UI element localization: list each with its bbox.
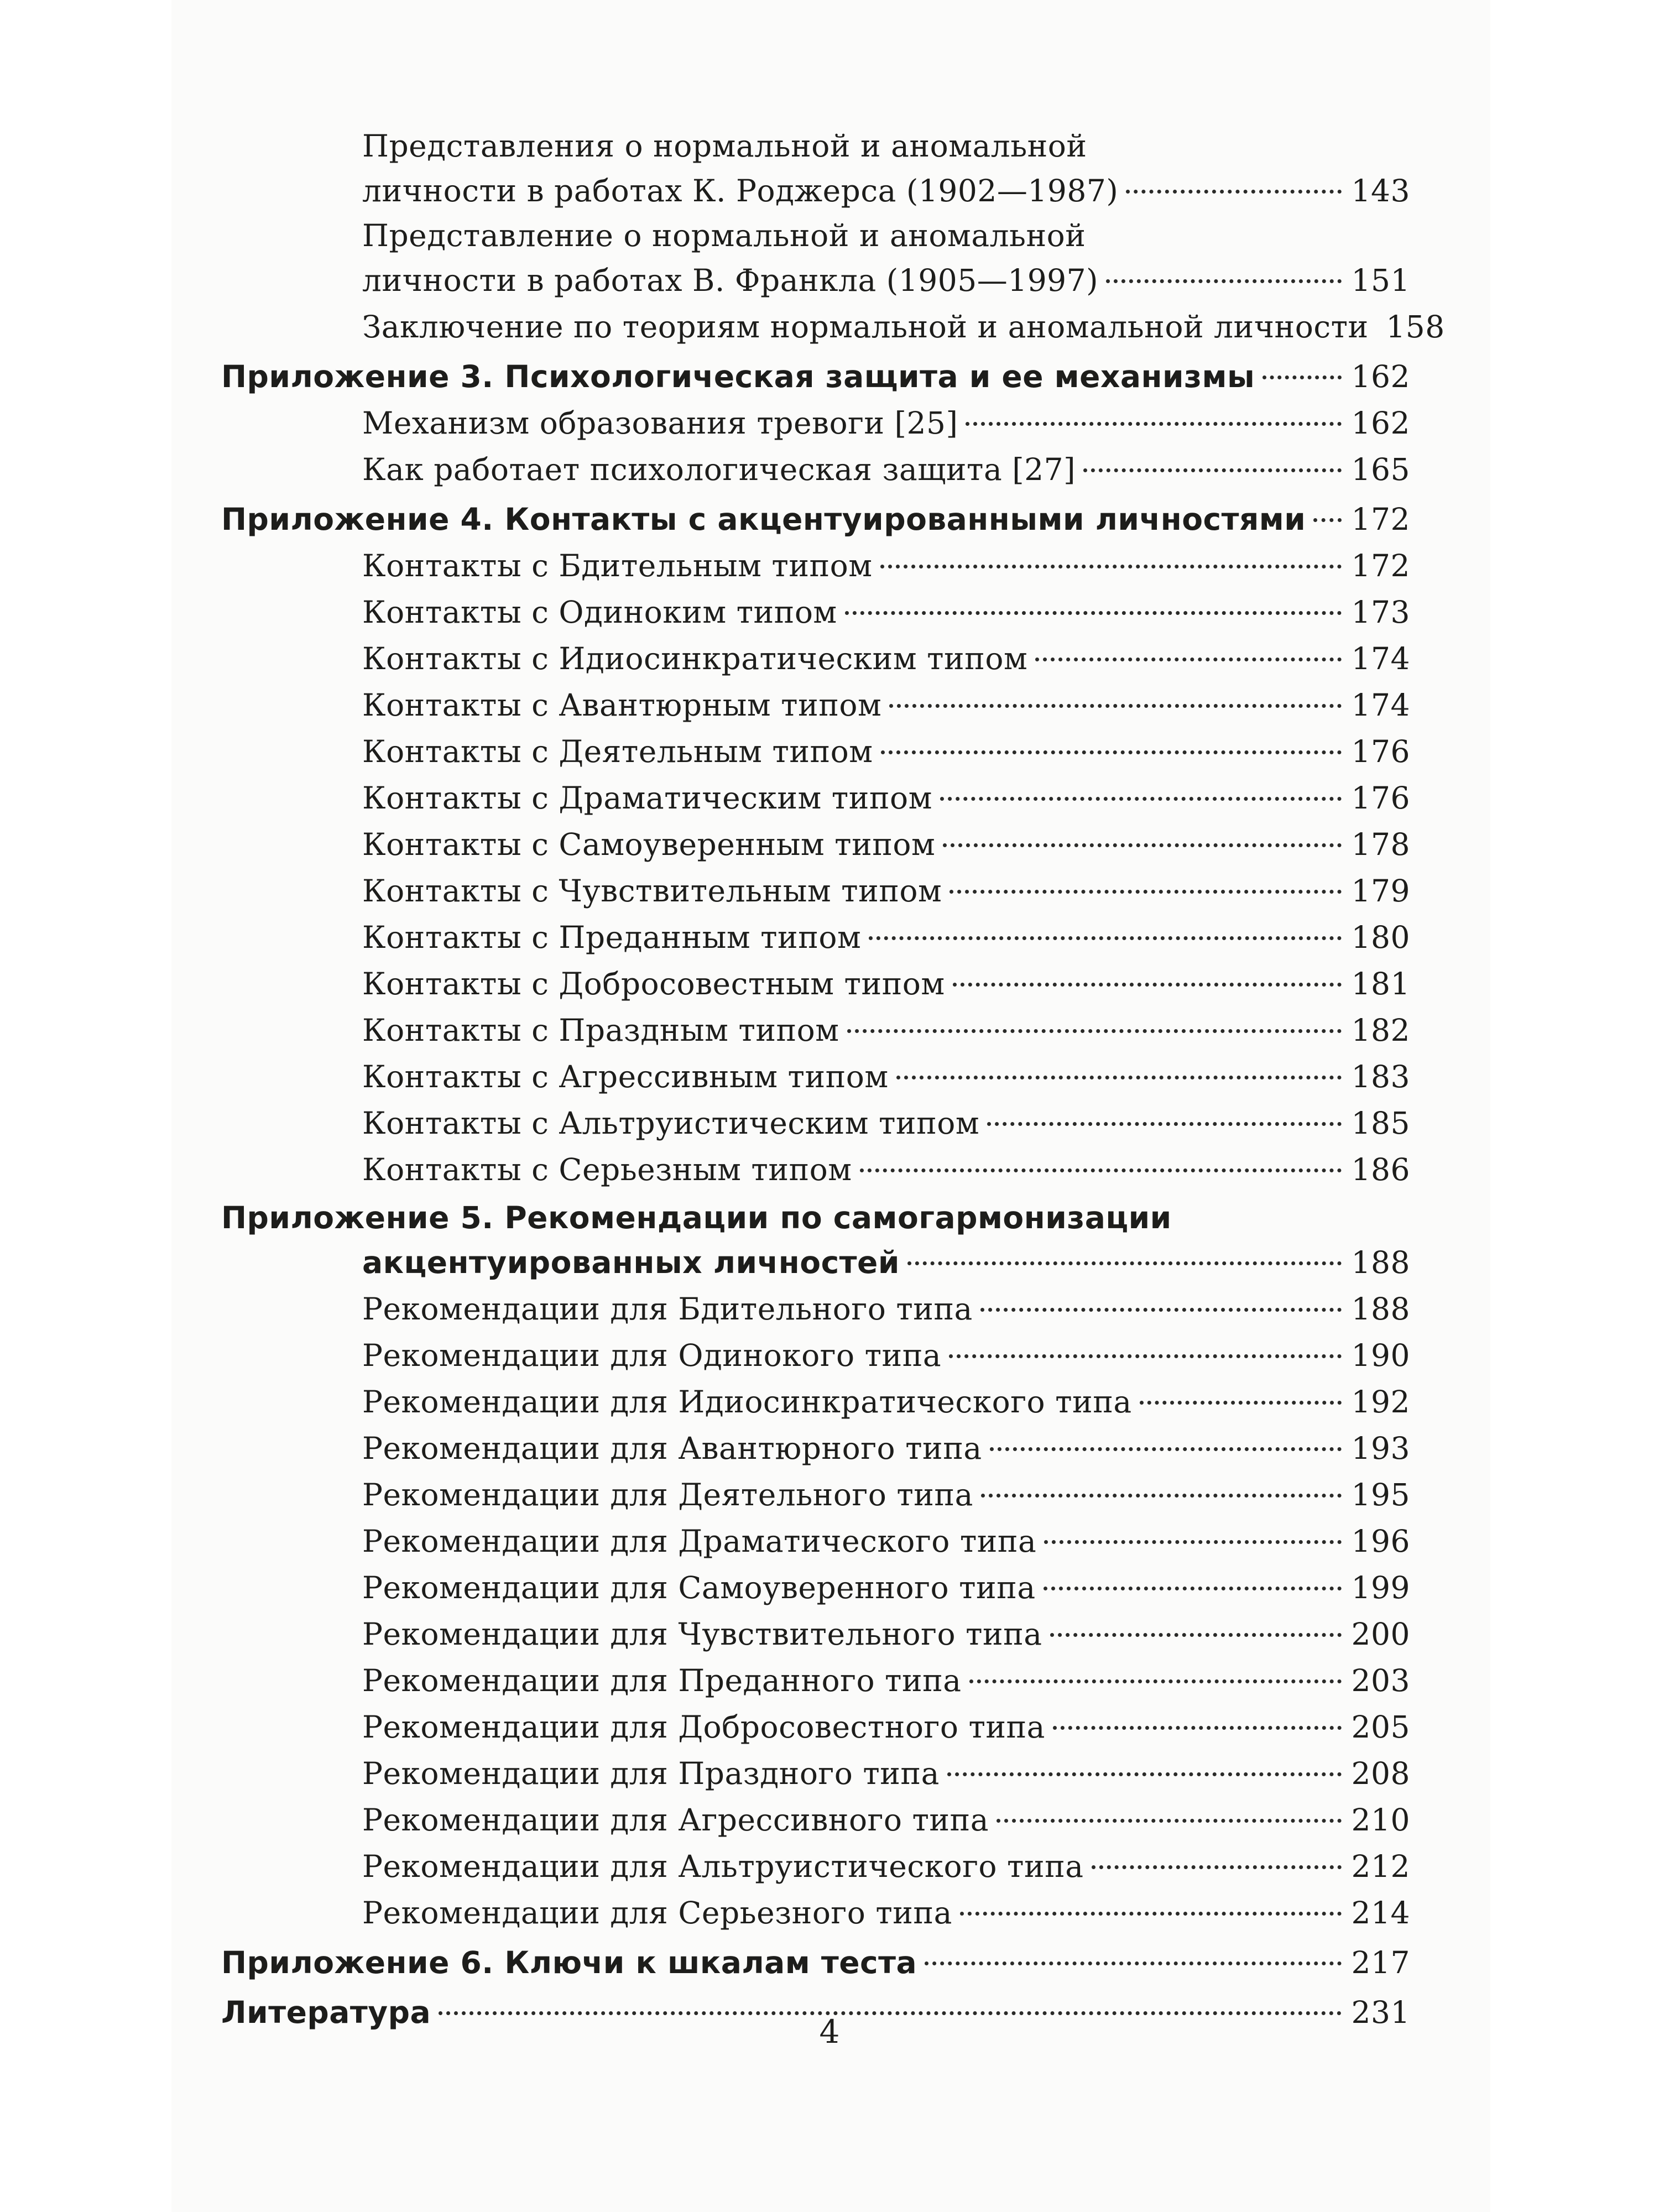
dot-leader [881,750,1342,754]
toc-entry[interactable] [221,1332,1410,1379]
dot-leader [1053,1726,1342,1730]
dot-leader [966,422,1342,426]
toc-entry-page-number: 181 [1351,966,1410,1001]
toc-entry-page-number: 182 [1351,1013,1410,1048]
toc-entry-page-number: 165 [1351,452,1410,487]
dot-leader [1140,1401,1342,1405]
toc-entry-title: Контакты с Деятельным типом [362,734,873,769]
toc-entry-page-number: 196 [1351,1524,1410,1559]
dot-leader [981,1494,1342,1498]
toc-entry[interactable] [221,1472,1410,1518]
toc-entry-title: Рекомендации для Серьезного типа [362,1895,952,1931]
toc-entry[interactable] [221,1425,1410,1472]
toc-entry-page-number: 179 [1351,873,1410,909]
dot-leader [1044,1540,1342,1544]
toc-entry-page-number: 151 [1351,263,1410,298]
dot-leader [1313,518,1342,522]
toc-entry[interactable] [221,1379,1410,1425]
toc-entry-page-number: 214 [1351,1895,1410,1931]
toc-entry[interactable] [221,1146,1410,1193]
toc-entry[interactable] [221,1797,1410,1843]
dot-leader [847,1029,1342,1033]
toc-entry-page-number: 188 [1351,1245,1410,1280]
toc-entry-title: Приложение 3. Психологическая защита и ее механизмы [221,359,1255,394]
toc-entry-title: Контакты с Чувствительным типом [362,873,942,909]
toc-entry-title: Контакты с Агрессивным типом [362,1059,889,1094]
page-number: 4 [819,2013,840,2051]
dot-leader [950,890,1342,894]
toc-entry-title: Контакты с Добросовестным типом [362,966,945,1001]
dot-leader [1106,279,1342,283]
toc-entry-title: Рекомендации для Агрессивного типа [362,1802,989,1838]
toc-entry-page-number: 205 [1351,1709,1410,1745]
toc-entry[interactable] [221,682,1410,728]
toc-entry[interactable] [221,1704,1410,1750]
dot-leader [1083,468,1342,472]
toc-entry-title: Рекомендации для Бдительного типа [362,1291,973,1327]
toc-entry-page-number: 172 [1351,502,1410,537]
toc-entry-title: Рекомендации для Самоуверенного типа [362,1570,1036,1605]
toc-entry-page-number: 143 [1351,173,1410,208]
toc-entry-title: Контакты с Серьезным типом [362,1152,852,1187]
toc-entry-page-number: 193 [1351,1431,1410,1466]
toc-entry[interactable] [221,1611,1410,1657]
toc-entry-title: Контакты с Преданным типом [362,920,862,955]
dot-leader [860,1168,1342,1172]
toc-entry[interactable] [221,400,1410,446]
dot-leader [1050,1633,1342,1637]
toc-entry-page-number: 180 [1351,920,1410,955]
toc-entry[interactable] [221,728,1410,775]
toc-entry-page-number: 176 [1351,734,1410,769]
dot-leader [869,936,1342,940]
toc-entry-title: Рекомендации для Идиосинкратического типа [362,1384,1132,1420]
toc-entry-page-number: 190 [1351,1338,1410,1373]
toc-entry-page-number: 158 [1386,309,1445,345]
toc-entry-title: Приложение 4. Контакты с акцентуированными личностями [221,502,1306,537]
toc-entry[interactable] [221,1750,1410,1797]
toc-entry-title: Рекомендации для Чувствительного типа [362,1616,1042,1652]
toc-entry[interactable] [221,214,1410,304]
dot-leader [889,704,1342,708]
toc-entry-title: акцентуированных личностей [362,1245,900,1280]
toc-entry-title: Заключение по теориям нормальной и аномальной личности [362,309,1369,345]
dot-leader [980,1308,1342,1312]
toc-entry-title: Рекомендации для Деятельного типа [362,1477,973,1512]
toc-section-entry[interactable] [221,353,1410,400]
toc-entry-title: личности в работах К. Роджерса (1902—1987) [362,173,1119,208]
toc-entry[interactable] [221,821,1410,868]
dot-leader [943,843,1342,847]
toc-entry-title-line: Представления о нормальной и аномальной [362,128,1087,164]
toc-entry-page-number: 210 [1351,1802,1410,1838]
toc-entry-page-number: 203 [1351,1663,1410,1698]
toc-entry[interactable] [221,961,1410,1007]
toc-entry[interactable] [221,775,1410,821]
toc-entry[interactable] [221,1053,1410,1100]
toc-entry-title: Рекомендации для Праздного типа [362,1756,940,1791]
toc-entry-page-number: 192 [1351,1384,1410,1420]
toc-entry-title: Рекомендации для Одинокого типа [362,1338,942,1373]
toc-entry-title: Контакты с Авантюрным типом [362,687,882,723]
toc-entry-title-line: Представление о нормальной и аномальной [362,218,1086,253]
toc-entry[interactable] [221,1890,1410,1936]
toc-entry-title: Приложение 6. Ключи к шкалам теста [221,1945,917,1980]
toc-entry-title: Контакты с Идиосинкратическим типом [362,641,1028,676]
toc-entry-title-line: Приложение 5. Рекомендации по самогармонизации [221,1200,1172,1235]
toc-entry-page-number: 195 [1351,1477,1410,1512]
dot-leader [987,1122,1342,1126]
toc-entry-page-number: 217 [1351,1945,1410,1980]
toc-section-entry[interactable] [221,496,1410,542]
dot-leader [880,565,1342,568]
toc-entry-page-number: 208 [1351,1756,1410,1791]
dot-leader [949,1354,1342,1358]
toc-entry[interactable] [221,1843,1410,1890]
dot-leader [907,1261,1342,1265]
toc-entry-title: Рекомендации для Альтруистического типа [362,1849,1084,1884]
toc-entry-title: Рекомендации для Драматического типа [362,1524,1037,1559]
toc-entry[interactable] [221,1657,1410,1704]
toc-entry-title: Литература [221,1995,431,2030]
toc-entry-title: Рекомендации для Добросовестного типа [362,1709,1045,1745]
dot-leader [1262,375,1342,379]
toc-entry[interactable] [221,1007,1410,1053]
toc-entry-title: Контакты с Самоуверенным типом [362,827,936,862]
dot-leader [1035,658,1342,661]
toc-entry-page-number: 176 [1351,780,1410,816]
dot-leader [990,1447,1342,1451]
toc-entry-page-number: 183 [1351,1059,1410,1094]
dot-leader [1044,1587,1342,1590]
toc-entry[interactable] [221,1100,1410,1146]
toc-entry-title: Контакты с Драматическим типом [362,780,932,816]
toc-entry[interactable] [221,868,1410,914]
toc-entry-page-number: 186 [1351,1152,1410,1187]
toc-entry-page-number: 162 [1351,359,1410,394]
toc-entry-page-number: 173 [1351,594,1410,630]
toc-entry[interactable] [221,446,1410,493]
toc-entry-page-number: 199 [1351,1570,1410,1605]
toc-entry[interactable] [221,542,1410,589]
toc-entry-page-number: 200 [1351,1616,1410,1652]
toc-entry-page-number: 178 [1351,827,1410,862]
toc-entry-page-number: 162 [1351,405,1410,441]
toc-entry-page-number: 172 [1351,548,1410,583]
toc-entry-title: личности в работах В. Франкла (1905—1997) [362,263,1099,298]
dot-leader [940,797,1342,801]
toc-entry[interactable] [221,914,1410,961]
toc-entry-title: Контакты с Праздным типом [362,1013,839,1048]
dot-leader [947,1772,1342,1776]
dot-leader [953,983,1342,987]
toc-entry[interactable] [221,1286,1410,1332]
dot-leader [896,1076,1342,1079]
toc-entry[interactable] [221,304,1445,350]
dot-leader [960,1912,1342,1916]
toc-entry-page-number: 174 [1351,687,1410,723]
toc-entry[interactable] [221,124,1410,214]
toc-entry-page-number: 188 [1351,1291,1410,1327]
toc-entry-title: Контакты с Альтруистическим типом [362,1105,980,1141]
toc-entry[interactable] [221,1518,1410,1564]
toc-entry-title: Контакты с Одиноким типом [362,594,837,630]
dot-leader [1092,1865,1342,1869]
toc-entry-page-number: 231 [1351,1995,1410,2030]
toc-entry[interactable] [221,1564,1410,1611]
toc-entry-page-number: 185 [1351,1105,1410,1141]
dot-leader [997,1819,1342,1823]
table-of-contents [221,124,1445,2036]
toc-entry-title: Механизм образования тревоги [25] [362,405,958,441]
toc-section-entry[interactable] [221,1196,1410,1286]
toc-section-entry[interactable] [221,1939,1410,1986]
toc-entry-page-number: 174 [1351,641,1410,676]
dot-leader [925,1961,1342,1965]
toc-entry-title: Как работает психологическая защита [27] [362,452,1076,487]
dot-leader [969,1679,1342,1683]
toc-entry-page-number: 212 [1351,1849,1410,1884]
toc-entry[interactable] [221,589,1410,635]
toc-entry-title: Контакты с Бдительным типом [362,548,873,583]
toc-entry-title: Рекомендации для Преданного типа [362,1663,962,1698]
dot-leader [845,611,1342,615]
toc-entry[interactable] [221,635,1410,682]
toc-entry-title: Рекомендации для Авантюрного типа [362,1431,982,1466]
dot-leader [1126,190,1342,194]
